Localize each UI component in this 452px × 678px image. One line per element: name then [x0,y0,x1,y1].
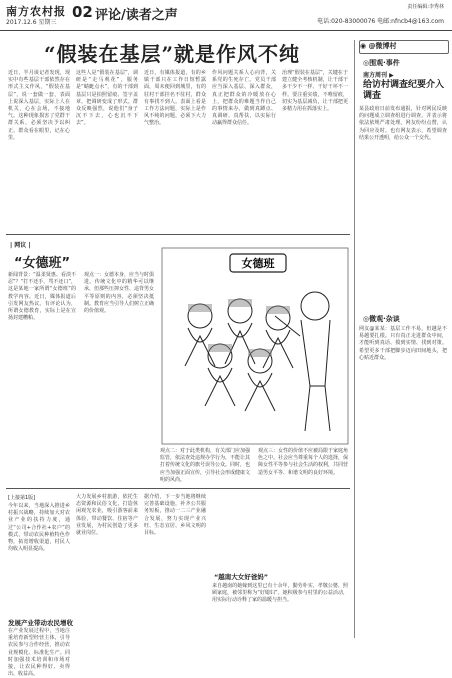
topic-heading: ◎围观·事件 [363,59,400,67]
bottom-column: 大力发展乡村旅游，依托生态资源和民俗文化，打造休闲观光农业，吸引游客前来体验，带动餐饮、住宿等产业发展，为村民创造了更多就业岗位。 [76,494,138,537]
section-title: “女德班” [14,256,71,271]
bottom-subhead: 发展产业带动农民增收 [8,619,73,627]
weibo-title: @微博村 [368,42,397,50]
section-label: | 网议 | [10,242,31,249]
editor-credit: 责任编辑:李秀林 [407,4,444,10]
bottom-column: 来自越南的她嫁到这里已有十余年，勤劳朴实，孝敬公婆，照顾家庭，被邻里称为“好媳妇”。她积极参与村里的公益活动，用实际行动诠释了家的温暖与担当。 [212,583,348,604]
weibo-sidebar [354,40,447,638]
continued-label: [上接第1版] [8,495,36,501]
section-column: 观点二：对于此类机构，有关部门应加强监管，依法查处违规办学行为，不能让其打着传统文化的旗号误导公众。同时，也应当加强正面宣传，引导社会形成健康文明的风尚。 [160,448,251,483]
voice-heading: ◎微观·杂谈 [363,315,400,323]
bottom-column: 在产业发展过程中，当地注重培育新型经营主体，引导农民参与合作经营，推动农业规模化、标准化生产。同时加强技术培训和市场对接，让农民种得好、卖得出、收益高。 [8,628,70,678]
article-column: 作风问题关系人心向背，关系党的生死存亡。党员干部应当深入基层、深入群众，真正把群众的冷暖放在心上，把群众的难题当作自己的事情来办，做到真蹲点、真调研、真帮扶，以实际行动赢得群众信任。 [212,70,276,127]
article-column: 这些人是“假装在基层”，调研是“走马观花”，服务是“蜻蜓点水”，有的干部到基层只是拍照留痕、签字盖章，把调研变成了形式。群众反映强烈，说他们“身子沉不下去，心也沉不下去”。 [76,70,138,127]
masthead: 南方农村报 [6,5,66,18]
article-column: 近日，有媒体报道，有的乡镇干部只在工作日短暂露面，周末便回到城里，有的驻村干部挂名不驻村，群众有事找不到人。表面上看是工作方法问题，实际上是作风不纯的问题，必须下大力气整治。 [144,70,206,127]
section-column: 观点三：女性的价值不应被局限于家庭角色之中。社会应当尊重每个人的选择，保障女性平等参与社会生活的权利，共同营造男女平等、和谐文明的良好环境。 [258,448,349,476]
topic-text: 某县政府日前发布通报，针对网民反映的问题成立调查组进行调查，并表示将依法依规严肃处理。网友纷纷点赞，认为回应及时。也有网友表示，希望调查结果公开透明，给公众一个交代。 [359,106,447,141]
bottom-column: 据介绍，下一步当地将继续完善基础设施，补齐公共服务短板，推动一二三产业融合发展，努力实现产业兴旺、生态宜居、乡风文明的目标。 [144,494,206,537]
section-divider [6,234,350,235]
article-column: 近日，半月谈记者发现，现实中有些基层干部依然存在形式主义作风，“假装在基层”，说一套做一套，表面上说深入基层，实际上人在机关，心在会场，不接地气。这种现象损害了党群干群关系，必须坚决予以纠正。群众看在眼里，记在心里。 [8,70,70,141]
issue-date: 2017.12.6 星期三 [6,19,57,26]
section-divider [6,488,350,489]
section-column: 观点一：女德本身，应当与时俱进。传统文化中的精华可以继承，但那些压抑女性、违背男女平等原则的内容，必须坚决抵制。教育应当引导人们树立正确的价值观。 [84,272,155,315]
weibo-icon: ◉ [360,42,367,50]
cartoon-illustration [160,246,350,446]
page-number: 02 [72,3,93,21]
cartoon-sign: 女德班 [241,257,275,270]
topic-title: 给访村调查纪要介入调查 [363,80,445,101]
page-title: 评论/读者之声 [95,8,178,23]
weibo-banner [359,40,449,54]
topic-source: 南方周刊 ▶ [363,72,394,79]
article-column: 治理“假装在基层”，关键在于建立健全考核机制，让干部干多干少不一样、干好干坏不一样。要注重实绩，不唯留痕，切实为基层减负，让干部把更多精力用在抓落实上。 [282,70,348,113]
bottom-column: 今年以来，当地深入推进乡村振兴战略，持续加大对农业产业的扶持力度，通过“公司+合作社+农户”的模式，带动农民种植特色作物，拓宽增收渠道，村民人均收入明显提高。 [8,503,70,553]
page-header [0,0,452,31]
section-column: 新闻背景：“温柔贤惠、看淡不忍”？“打不还手、骂不还口”，这是某地一家所谓“女德班”的教学内容。近日，媒体报道后引发网友热议。有评论认为，所谓女德教育，实际上是在宣扬封建糟粕。 [8,272,76,322]
contact-info: 电话:020-83000076 电邮:nfncb4@163.com [317,18,444,25]
voice-text: 网友@某某：基层工作不易，但越是不易越要扎根。只有真正走进群众中间，才能听到真话、摸到实情、找到对策。希望更多干部把脚步迈向田间地头，把心贴近群众。 [359,326,447,361]
main-headline: “假装在基层”就是作风不纯 [44,42,301,66]
bottom-subhead: “越南大女好爸妈” [214,573,269,581]
